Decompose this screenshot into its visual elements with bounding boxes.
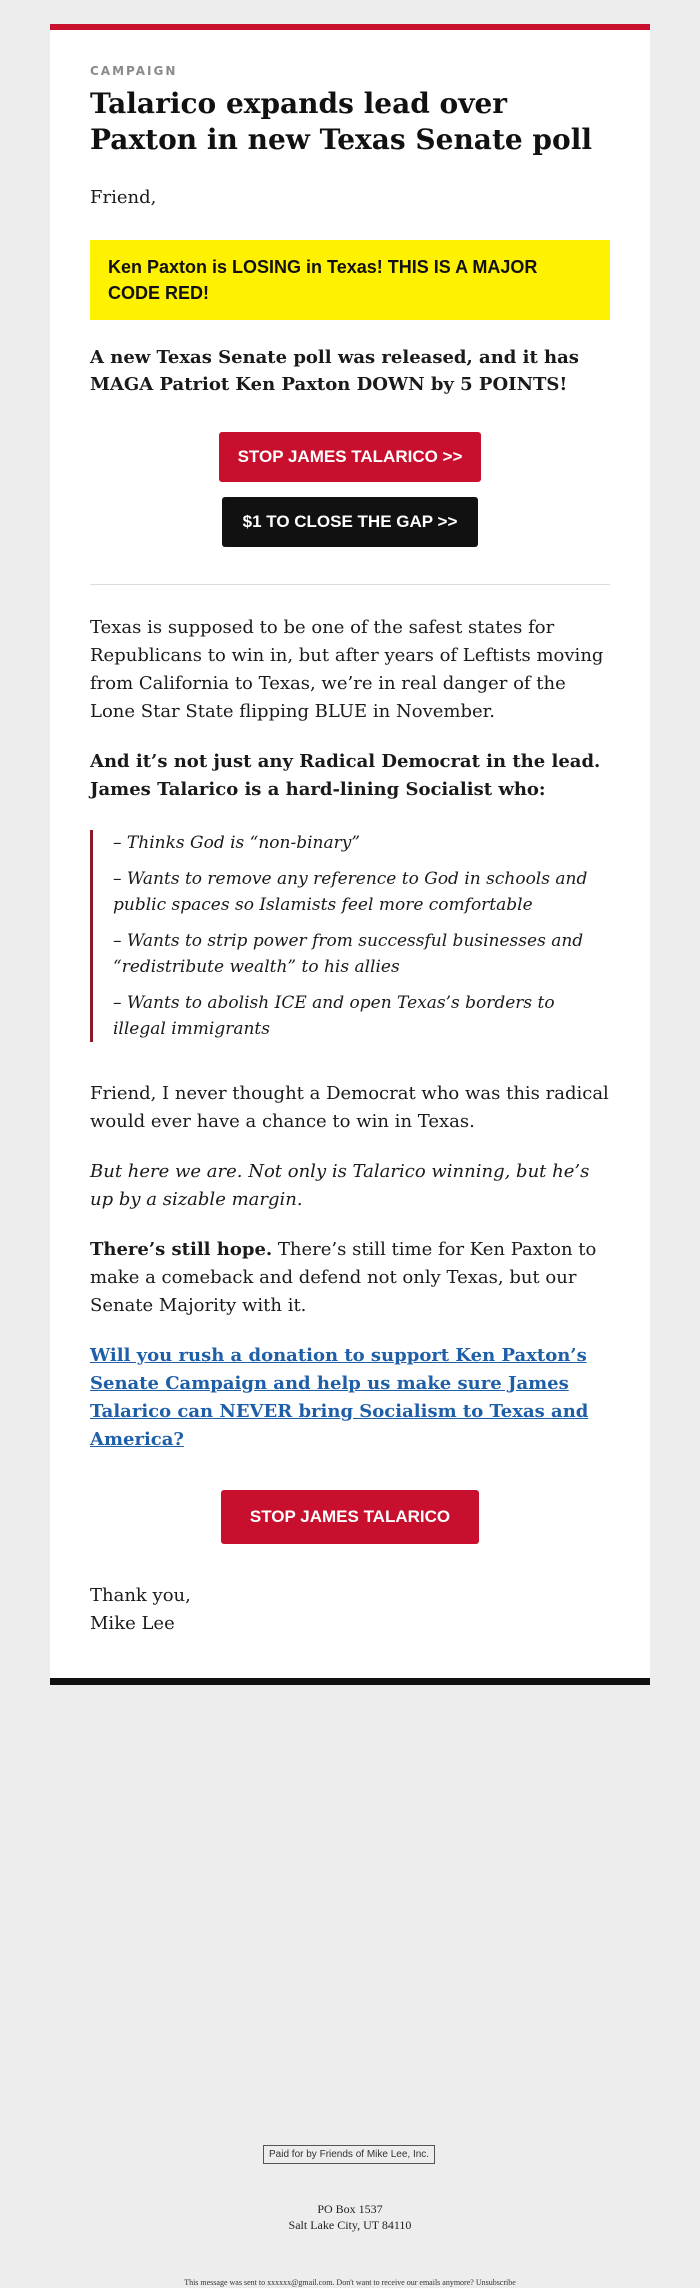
address-line-2: Salt Lake City, UT 84110	[288, 2218, 412, 2232]
list-item: – Thinks God is “non-binary”	[113, 833, 361, 853]
lead-paragraph: A new Texas Senate poll was released, and it has MAGA Patriot Ken Paxton DOWN by 5 POINTS!	[90, 347, 579, 395]
donate-link[interactable]: Will you rush a donation to support Ken Paxton’s Senate Campaign and help us make sure James Talarico can NEVER bring Socialism to Texas and America?	[90, 1345, 589, 1450]
paragraph-3: Friend, I never thought a Democrat who was this radical would ever have a chance to win in Texas.	[90, 1083, 609, 1132]
alert-banner: Ken Paxton is LOSING in Texas! THIS IS A MAJOR CODE RED!	[90, 240, 610, 320]
hope-lead-in: There’s still hope.	[90, 1239, 273, 1260]
paid-for-disclaimer: Paid for by Friends of Mike Lee, Inc.	[263, 2145, 435, 2164]
list-item: – Wants to abolish ICE and open Texas’s borders to illegal immigrants	[113, 993, 555, 1039]
close-the-gap-button[interactable]: $1 TO CLOSE THE GAP >>	[222, 497, 478, 547]
hope-text: There’s still time for Ken Paxton to make a comeback and defend not only Texas, but our Senate Majority with it.	[90, 1239, 597, 1316]
stop-talarico-button[interactable]: STOP JAMES TALARICO	[221, 1490, 479, 1544]
paragraph-5	[90, 1236, 610, 1320]
divider	[90, 584, 610, 585]
paragraph-1: Texas is supposed to be one of the safest states for Republicans to win in, but after years of Leftists moving from California to Texas, we’re in real danger of the Lone Star State flipping BLUE in November.	[90, 617, 604, 722]
paragraph-4: But here we are. Not only is Talarico winning, but he’s up by a sizable margin.	[90, 1161, 590, 1210]
list-item: – Wants to remove any reference to God in schools and public spaces so Islamists feel more comfortable	[113, 869, 588, 915]
list-item: – Wants to strip power from successful businesses and “redistribute wealth” to his allies	[113, 931, 584, 977]
card-bottom-bar	[50, 1678, 650, 1685]
address-line-1: PO Box 1537	[317, 2202, 383, 2216]
talarico-positions-list	[90, 830, 610, 1042]
stop-talarico-arrows-button[interactable]: STOP JAMES TALARICO >>	[219, 432, 481, 482]
greeting: Friend,	[90, 187, 157, 208]
signoff: Thank you,	[90, 1585, 191, 1606]
email-card	[50, 24, 650, 1684]
email-title: Talarico expands lead over Paxton in new Texas Senate poll	[90, 87, 592, 156]
paragraph-2: And it’s not just any Radical Democrat in the lead. James Talarico is a hard-lining Socialist who:	[90, 751, 601, 800]
unsubscribe-note[interactable]: This message was sent to xxxxxx@gmail.com. Don't want to receive our emails anymore? Unsubscribe	[184, 2278, 516, 2287]
category-tag: CAMPAIGN	[90, 64, 178, 78]
signature: Mike Lee	[90, 1613, 175, 1634]
